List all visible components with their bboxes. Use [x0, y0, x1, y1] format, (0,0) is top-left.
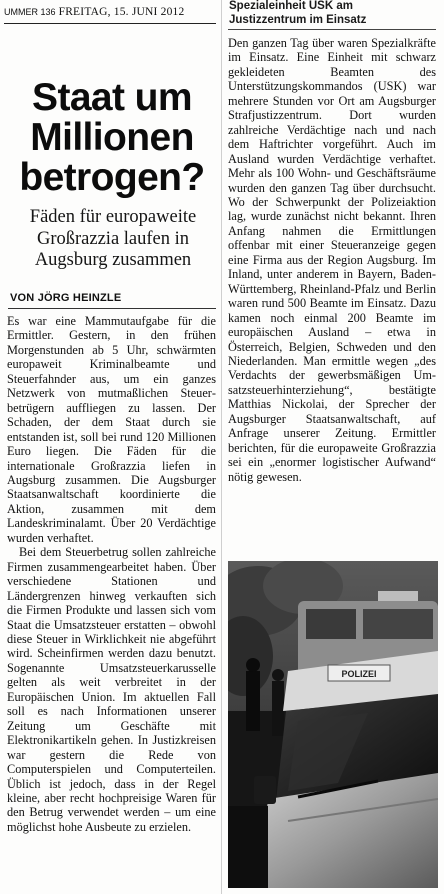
dateline-divider — [4, 23, 216, 24]
police-van-photo — [228, 561, 438, 888]
article-body — [7, 314, 216, 834]
sidebar-heading — [229, 0, 437, 27]
sidebar-heading-line: Spezialeinheit USK am — [229, 0, 353, 12]
article-byline: VON JÖRG HEINZLE — [10, 292, 122, 304]
publication-date: FREITAG, 15. JUNI 2012 — [58, 6, 185, 18]
column-divider — [221, 0, 222, 894]
sidebar-heading-line: Justizzentrum im Einsatz — [229, 13, 367, 26]
article-subheadline: Fäden für europaweite Großrazzia laufen in Augsburg zusammen — [29, 207, 197, 270]
roof-sign-text: POLIZEI — [341, 669, 377, 679]
sidebar-body — [228, 36, 436, 484]
article-paragraph: Bei dem Steuerbetrug sollen zahlreiche Firmen zusammengearbeitet haben. Über verschiedene Stationen und Ländergrenzen hinweg verkauften sich die Firmen Produkte und lassen sich vom Staat die Umsatzsteuer erstatten – obwohl diese Steuer in Wirklichkeit nie abgeführt wird. Scheinfirmen werden dazu benutzt. Sogenannte Umsatzsteuerkarusselle gelten als weit verbreitet in der Europäischen Union. Im aktuellen Fall soll es nach Informationen unserer Zeitung um Geschäfte mit Elektronikartikeln gehen. In Justizkreisen war gestern die Rede von Computerspielen und Computerteilen. Üblich ist jedoch, dass in der Regel kleine, aber recht hochpreisige Waren für den Betrug verwendet werden – um eine möglichst hohe Ausbeute zu erzielen. — [7, 545, 216, 834]
article-paragraph: Es war eine Mammutaufgabe für die Ermittler. Gestern, in den frühen Morgenstunden ab 5 Uhr, schwärmten europaweit Kriminalbeamte und Steuerfahnder aus, um ein ganzes Netzwerk von mutmaßlichen Steuerbetrügern auffliegen zu lassen. Der Schaden, der dem Staat durch sie entstanden ist, soll bei rund 120 Millionen Euro liegen. Die Fäden für die internationale Großrazzia liefen in Augsburg zusammen. Die Augsburger Staatsanwaltschaft koordinierte die Aktion, zusammen mit dem Landeskriminalamt. Über 20 Verdächtige wurden verhaftet. — [7, 314, 216, 545]
sidebar-heading-divider — [228, 29, 436, 30]
sidebar-paragraph: Den ganzen Tag über waren Spezialkräfte im Einsatz. Eine Einheit mit schwarz gekleideten Beamten des Unterstützungskommandos (USK) war mehrere Stunden vor Ort am Augsburger Strafjustizzentrum. Dort wurden zahlreiche Verdächtige nach und nach dem Haftrichter vorgeführt. Auch im Ausland wurden Verdächtige verhaftet. Mehr als 100 Wohn- und Geschäftsräume wurden den ganzen Tag über durchsucht. Wo der Schwerpunkt der Polizeiaktion lag, wurde zunächst nicht bekannt. Ihren Anfang nahmen die Ermittlungen offenbar mit einer Steueranzeige gegen eine Firma aus der Region Augsburg. Im Inland, unter anderem in Bayern, Baden-Württemberg, Rheinland-Pfalz und Berlin waren rund 500 Beamte im Einsatz. Dazu kamen noch einmal 200 Beamte im europäischen Ausland – etwa in Österreich, Belgien, Schweden und den Niederlanden. Man ermittle wegen „des Verdachts der gewerbsmäßigen Umsatzsteuerhinterziehung“, bestätigte Matthias Nickolai, der Sprecher der Augsburger Staatsanwaltschaft, auf Anfrage unserer Zeitung. Ermittler berichten, für die europaweite Großrazzia sei ein „enormer logistischer Aufwand“ nötig gewesen. — [228, 36, 436, 484]
issue-number: UMMER 136 — [4, 7, 56, 17]
dateline — [4, 6, 214, 18]
article-headline: Staat um Millionen betrogen? — [19, 76, 205, 199]
byline-divider — [8, 308, 216, 309]
